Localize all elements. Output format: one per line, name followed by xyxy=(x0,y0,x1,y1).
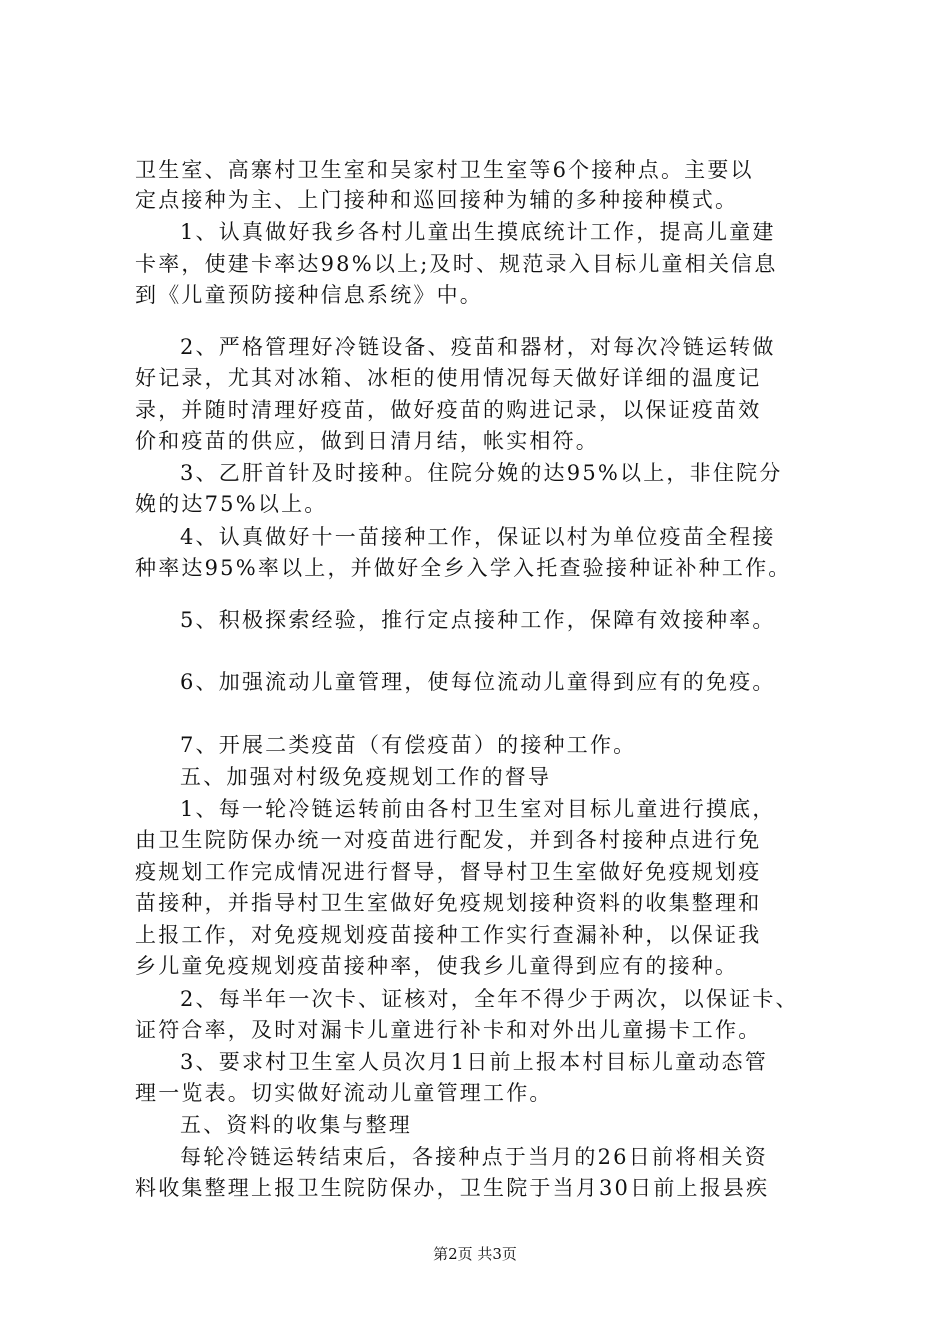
text-line: 卫生室、高寨村卫生室和吴家村卫生室等6个接种点。主要以 xyxy=(135,158,754,182)
text-line: 录，并随时清理好疫苗，做好疫苗的购进记录，以保证疫苗效 xyxy=(135,398,762,422)
text-line: 料收集整理上报卫生院防保办，卫生院于当月30日前上报县疾 xyxy=(135,1176,770,1200)
text-line: 种率达95%率以上，并做好全乡入学入托查验接种证补种工作。 xyxy=(135,556,792,580)
text-line: 卡率，使建卡率达98%以上;及时、规范录入目标儿童相关信息 xyxy=(135,252,778,276)
text-line: 5、积极探索经验，推行定点接种工作，保障有效接种率。 xyxy=(180,608,776,632)
text-line: 到《儿童预防接种信息系统》中。 xyxy=(135,283,483,307)
text-line: 疫规划工作完成情况进行督导，督导村卫生室做好免疫规划疫 xyxy=(135,860,762,884)
text-line: 每轮冷链运转结束后，各接种点于当月的26日前将相关资 xyxy=(180,1145,768,1169)
section-heading: 五、资料的收集与整理 xyxy=(180,1113,412,1137)
text-line: 证符合率，及时对漏卡儿童进行补卡和对外出儿童揚卡工作。 xyxy=(135,1018,762,1042)
text-line: 苗接种，并指导村卫生室做好免疫规划接种资料的收集整理和 xyxy=(135,891,762,915)
text-line: 1、每一轮冷链运转前由各村卫生室对目标儿童进行摸底， xyxy=(180,797,776,821)
section-heading: 五、加强对村级免疫规划工作的督导 xyxy=(180,765,552,789)
text-line: 7、开展二类疫苗（有偿疫苗）的接种工作。 xyxy=(180,733,637,757)
text-line: 由卫生院防保办统一对疫苗进行配发，并到各村接种点进行免 xyxy=(135,828,762,852)
text-line: 3、要求村卫生室人员次月1日前上报本村目标儿童动态管 xyxy=(180,1050,768,1074)
text-line: 乡儿童免疫规划疫苗接种率，使我乡儿童得到应有的接种。 xyxy=(135,954,739,978)
text-line: 娩的达75%以上。 xyxy=(135,492,328,516)
text-line: 2、严格管理好冷链设备、疫苗和器材，对每次冷链运转做 xyxy=(180,335,776,359)
text-line: 理一览表。切实做好流动儿童管理工作。 xyxy=(135,1081,553,1105)
text-line: 定点接种为主、上门接种和巡回接种为辅的多种接种模式。 xyxy=(135,188,739,212)
text-line: 3、乙肝首针及时接种。住院分娩的达95%以上，非住院分 xyxy=(180,461,783,485)
text-line: 6、加强流动儿童管理，使每位流动儿童得到应有的免疫。 xyxy=(180,670,776,694)
text-line: 2、每半年一次卡、证核对，全年不得少于两次，以保证卡、 xyxy=(180,987,799,1011)
text-line: 4、认真做好十一苗接种工作，保证以村为单位疫苗全程接 xyxy=(180,525,776,549)
page-footer xyxy=(0,1244,950,1264)
text-line: 1、认真做好我乡各村儿童出生摸底统计工作，提高儿童建 xyxy=(180,220,776,244)
text-line: 好记录，尤其对冰箱、冰柜的使用情况每天做好详细的温度记 xyxy=(135,366,762,390)
text-line: 上报工作，对免疫规划疫苗接种工作实行查漏补种，以保证我 xyxy=(135,923,762,947)
text-line: 价和疫苗的供应，做到日清月结，帐实相符。 xyxy=(135,429,599,453)
page-number: 第2页 共3页 xyxy=(433,1245,517,1263)
